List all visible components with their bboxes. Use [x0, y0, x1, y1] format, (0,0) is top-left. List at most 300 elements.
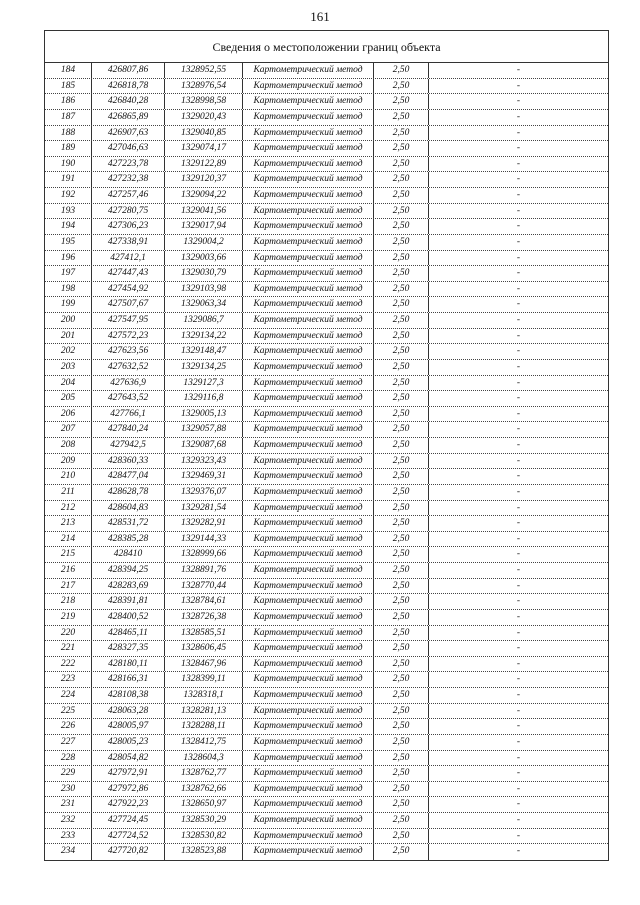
y-coordinate-cell: 1329148,47 — [165, 344, 243, 359]
point-number-cell: 224 — [45, 688, 92, 703]
note-cell: - — [516, 643, 521, 654]
table-row — [45, 63, 608, 79]
method-cell: Картометрический метод — [243, 438, 374, 453]
point-number-cell: 196 — [45, 251, 92, 266]
table-row — [45, 610, 608, 626]
table-row — [45, 579, 608, 595]
note-cell: - — [516, 268, 521, 279]
accuracy-cell: 2,50 — [374, 407, 429, 422]
method-cell: Картометрический метод — [243, 719, 374, 734]
x-coordinate-cell: 427046,63 — [92, 141, 165, 156]
method-cell: Картометрический метод — [243, 266, 374, 281]
x-coordinate-cell: 428604,83 — [92, 501, 165, 516]
note-cell: - — [516, 533, 521, 544]
method-cell: Картометрический метод — [243, 532, 374, 547]
table-row — [45, 485, 608, 501]
accuracy-cell: 2,50 — [374, 454, 429, 469]
note-cell: - — [516, 705, 521, 716]
x-coordinate-cell: 427972,91 — [92, 766, 165, 781]
y-coordinate-cell: 1328523,88 — [165, 844, 243, 860]
method-cell: Картометрический метод — [243, 235, 374, 250]
boundary-coordinates-table — [44, 30, 609, 861]
note-cell: - — [516, 80, 521, 91]
table-row — [45, 282, 608, 298]
method-cell: Картометрический метод — [243, 735, 374, 750]
y-coordinate-cell: 1329116,8 — [165, 391, 243, 406]
x-coordinate-cell: 428108,38 — [92, 688, 165, 703]
y-coordinate-cell: 1328952,55 — [165, 63, 243, 78]
y-coordinate-cell: 1329469,31 — [165, 469, 243, 484]
note-cell: - — [516, 424, 521, 435]
method-cell: Картометрический метод — [243, 610, 374, 625]
method-cell: Картометрический метод — [243, 594, 374, 609]
note-cell: - — [516, 471, 521, 482]
point-number-cell: 227 — [45, 735, 92, 750]
table-row — [45, 438, 608, 454]
x-coordinate-cell: 427412,1 — [92, 251, 165, 266]
point-number-cell: 185 — [45, 79, 92, 94]
y-coordinate-cell: 1328585,51 — [165, 626, 243, 641]
point-number-cell: 221 — [45, 641, 92, 656]
method-cell: Картометрический метод — [243, 501, 374, 516]
table-row — [45, 235, 608, 251]
accuracy-cell: 2,50 — [374, 719, 429, 734]
note-cell: - — [516, 393, 521, 404]
point-number-cell: 218 — [45, 594, 92, 609]
table-row — [45, 313, 608, 329]
x-coordinate-cell: 426907,63 — [92, 126, 165, 141]
point-number-cell: 219 — [45, 610, 92, 625]
point-number-cell: 215 — [45, 547, 92, 562]
accuracy-cell: 2,50 — [374, 172, 429, 187]
point-number-cell: 184 — [45, 63, 92, 78]
table-row — [45, 516, 608, 532]
y-coordinate-cell: 1329144,33 — [165, 532, 243, 547]
method-cell: Картометрический метод — [243, 391, 374, 406]
method-cell: Картометрический метод — [243, 469, 374, 484]
y-coordinate-cell: 1329003,66 — [165, 251, 243, 266]
x-coordinate-cell: 428054,82 — [92, 751, 165, 766]
accuracy-cell: 2,50 — [374, 329, 429, 344]
method-cell: Картометрический метод — [243, 141, 374, 156]
x-coordinate-cell: 427623,56 — [92, 344, 165, 359]
point-number-cell: 230 — [45, 782, 92, 797]
y-coordinate-cell: 1328530,82 — [165, 829, 243, 844]
x-coordinate-cell: 427306,23 — [92, 219, 165, 234]
x-coordinate-cell: 428628,78 — [92, 485, 165, 500]
accuracy-cell: 2,50 — [374, 657, 429, 672]
x-coordinate-cell: 427572,23 — [92, 329, 165, 344]
y-coordinate-cell: 1329282,91 — [165, 516, 243, 531]
y-coordinate-cell: 1329120,37 — [165, 172, 243, 187]
note-cell: - — [516, 627, 521, 638]
method-cell: Картометрический метод — [243, 313, 374, 328]
y-coordinate-cell: 1328726,38 — [165, 610, 243, 625]
y-coordinate-cell: 1329094,22 — [165, 188, 243, 203]
note-cell: - — [516, 190, 521, 200]
table-row — [45, 704, 608, 720]
table-row — [45, 813, 608, 829]
table-row — [45, 126, 608, 142]
x-coordinate-cell: 428180,11 — [92, 657, 165, 672]
y-coordinate-cell: 1328318,1 — [165, 688, 243, 703]
y-coordinate-cell: 1329020,43 — [165, 110, 243, 125]
method-cell: Картометрический метод — [243, 782, 374, 797]
x-coordinate-cell: 428391,81 — [92, 594, 165, 609]
note-cell: - — [516, 549, 521, 560]
method-cell: Картометрический метод — [243, 407, 374, 422]
note-cell: - — [516, 658, 521, 669]
point-number-cell: 213 — [45, 516, 92, 531]
accuracy-cell: 2,50 — [374, 829, 429, 844]
table-row — [45, 469, 608, 485]
y-coordinate-cell: 1328762,77 — [165, 766, 243, 781]
accuracy-cell: 2,50 — [374, 688, 429, 703]
note-cell: - — [516, 330, 521, 341]
y-coordinate-cell: 1328530,29 — [165, 813, 243, 828]
table-row — [45, 204, 608, 220]
accuracy-cell: 2,50 — [374, 547, 429, 562]
point-number-cell: 228 — [45, 751, 92, 766]
point-number-cell: 210 — [45, 469, 92, 484]
point-number-cell: 188 — [45, 126, 92, 141]
note-cell: - — [516, 346, 521, 357]
point-number-cell: 231 — [45, 797, 92, 812]
accuracy-cell: 2,50 — [374, 813, 429, 828]
y-coordinate-cell: 1329087,68 — [165, 438, 243, 453]
accuracy-cell: 2,50 — [374, 94, 429, 109]
method-cell: Картометрический метод — [243, 79, 374, 94]
note-cell: - — [516, 830, 521, 841]
point-number-cell: 186 — [45, 94, 92, 109]
point-number-cell: 217 — [45, 579, 92, 594]
table-row — [45, 501, 608, 517]
x-coordinate-cell: 428410 — [92, 547, 165, 562]
x-coordinate-cell: 427454,92 — [92, 282, 165, 297]
method-cell: Картометрический метод — [243, 204, 374, 219]
method-cell: Картометрический метод — [243, 797, 374, 812]
y-coordinate-cell: 1328281,13 — [165, 704, 243, 719]
y-coordinate-cell: 1329134,25 — [165, 360, 243, 375]
x-coordinate-cell: 428283,69 — [92, 579, 165, 594]
accuracy-cell: 2,50 — [374, 438, 429, 453]
method-cell: Картометрический метод — [243, 172, 374, 187]
point-number-cell: 212 — [45, 501, 92, 516]
note-cell: - — [516, 440, 521, 450]
point-number-cell: 205 — [45, 391, 92, 406]
table-row — [45, 266, 608, 282]
y-coordinate-cell: 1328998,58 — [165, 94, 243, 109]
method-cell: Картометрический метод — [243, 579, 374, 594]
accuracy-cell: 2,50 — [374, 376, 429, 391]
x-coordinate-cell: 426818,78 — [92, 79, 165, 94]
note-cell: - — [516, 65, 521, 75]
y-coordinate-cell: 1328762,66 — [165, 782, 243, 797]
table-row — [45, 94, 608, 110]
note-cell: - — [516, 752, 521, 763]
point-number-cell: 206 — [45, 407, 92, 422]
method-cell: Картометрический метод — [243, 563, 374, 578]
note-cell: - — [516, 111, 521, 122]
method-cell: Картометрический метод — [243, 219, 374, 234]
table-row — [45, 172, 608, 188]
method-cell: Картометрический метод — [243, 344, 374, 359]
x-coordinate-cell: 427636,9 — [92, 376, 165, 391]
table-row — [45, 360, 608, 376]
x-coordinate-cell: 428400,52 — [92, 610, 165, 625]
note-cell: - — [516, 205, 521, 216]
note-cell: - — [516, 143, 521, 154]
x-coordinate-cell: 426840,28 — [92, 94, 165, 109]
note-cell: - — [516, 127, 521, 138]
x-coordinate-cell: 428385,28 — [92, 532, 165, 547]
table-row — [45, 641, 608, 657]
x-coordinate-cell: 427507,67 — [92, 297, 165, 312]
method-cell: Картометрический метод — [243, 766, 374, 781]
point-number-cell: 208 — [45, 438, 92, 453]
accuracy-cell: 2,50 — [374, 532, 429, 547]
y-coordinate-cell: 1328399,11 — [165, 672, 243, 687]
accuracy-cell: 2,50 — [374, 141, 429, 156]
accuracy-cell: 2,50 — [374, 79, 429, 94]
table-row — [45, 688, 608, 704]
method-cell: Картометрический метод — [243, 297, 374, 312]
method-cell: Картометрический метод — [243, 547, 374, 562]
table-row — [45, 79, 608, 95]
table-row — [45, 672, 608, 688]
y-coordinate-cell: 1329030,79 — [165, 266, 243, 281]
point-number-cell: 191 — [45, 172, 92, 187]
method-cell: Картометрический метод — [243, 251, 374, 266]
point-number-cell: 200 — [45, 313, 92, 328]
y-coordinate-cell: 1328412,75 — [165, 735, 243, 750]
accuracy-cell: 2,50 — [374, 797, 429, 812]
method-cell: Картометрический метод — [243, 657, 374, 672]
table-row — [45, 344, 608, 360]
accuracy-cell: 2,50 — [374, 63, 429, 78]
accuracy-cell: 2,50 — [374, 485, 429, 500]
method-cell: Картометрический метод — [243, 829, 374, 844]
note-cell: - — [516, 580, 521, 591]
accuracy-cell: 2,50 — [374, 594, 429, 609]
point-number-cell: 234 — [45, 844, 92, 860]
x-coordinate-cell: 427922,23 — [92, 797, 165, 812]
x-coordinate-cell: 428063,28 — [92, 704, 165, 719]
point-number-cell: 189 — [45, 141, 92, 156]
table-row — [45, 188, 608, 204]
method-cell: Картометрический метод — [243, 94, 374, 109]
accuracy-cell: 2,50 — [374, 844, 429, 860]
x-coordinate-cell: 427223,78 — [92, 157, 165, 172]
table-row — [45, 594, 608, 610]
method-cell: Картометрический метод — [243, 188, 374, 203]
table-row — [45, 829, 608, 845]
method-cell: Картометрический метод — [243, 485, 374, 500]
accuracy-cell: 2,50 — [374, 313, 429, 328]
method-cell: Картометрический метод — [243, 126, 374, 141]
accuracy-cell: 2,50 — [374, 266, 429, 281]
x-coordinate-cell: 426865,89 — [92, 110, 165, 125]
table-row — [45, 141, 608, 157]
table-heading: Сведения о местоположении границ объекта — [45, 31, 608, 63]
y-coordinate-cell: 1329017,94 — [165, 219, 243, 234]
method-cell: Картометрический метод — [243, 688, 374, 703]
point-number-cell: 203 — [45, 360, 92, 375]
note-cell: - — [516, 799, 521, 810]
method-cell: Картометрический метод — [243, 813, 374, 828]
point-number-cell: 220 — [45, 626, 92, 641]
point-number-cell: 233 — [45, 829, 92, 844]
x-coordinate-cell: 427632,52 — [92, 360, 165, 375]
note-cell: - — [516, 736, 521, 747]
note-cell: - — [516, 252, 521, 263]
x-coordinate-cell: 427280,75 — [92, 204, 165, 219]
accuracy-cell: 2,50 — [374, 766, 429, 781]
y-coordinate-cell: 1329063,34 — [165, 297, 243, 312]
table-row — [45, 797, 608, 813]
y-coordinate-cell: 1329057,88 — [165, 422, 243, 437]
x-coordinate-cell: 428465,11 — [92, 626, 165, 641]
accuracy-cell: 2,50 — [374, 672, 429, 687]
note-cell: - — [516, 611, 521, 622]
x-coordinate-cell: 427643,52 — [92, 391, 165, 406]
point-number-cell: 209 — [45, 454, 92, 469]
method-cell: Картометрический метод — [243, 422, 374, 437]
point-number-cell: 194 — [45, 219, 92, 234]
point-number-cell: 222 — [45, 657, 92, 672]
y-coordinate-cell: 1329281,54 — [165, 501, 243, 516]
x-coordinate-cell: 428005,23 — [92, 735, 165, 750]
page-number: 161 — [310, 9, 330, 24]
method-cell: Картометрический метод — [243, 626, 374, 641]
accuracy-cell: 2,50 — [374, 579, 429, 594]
x-coordinate-cell: 428327,35 — [92, 641, 165, 656]
note-cell: - — [516, 221, 521, 232]
note-cell: - — [516, 565, 521, 575]
y-coordinate-cell: 1328604,3 — [165, 751, 243, 766]
x-coordinate-cell: 428005,97 — [92, 719, 165, 734]
y-coordinate-cell: 1329041,56 — [165, 204, 243, 219]
table-row — [45, 329, 608, 345]
note-cell: - — [516, 158, 521, 169]
table-row — [45, 407, 608, 423]
table-row — [45, 657, 608, 673]
method-cell: Картометрический метод — [243, 751, 374, 766]
y-coordinate-cell: 1328650,97 — [165, 797, 243, 812]
point-number-cell: 193 — [45, 204, 92, 219]
y-coordinate-cell: 1329134,22 — [165, 329, 243, 344]
accuracy-cell: 2,50 — [374, 251, 429, 266]
table-row — [45, 751, 608, 767]
note-cell: - — [516, 596, 521, 607]
note-cell: - — [516, 299, 521, 310]
accuracy-cell: 2,50 — [374, 422, 429, 437]
accuracy-cell: 2,50 — [374, 610, 429, 625]
point-number-cell: 199 — [45, 297, 92, 312]
method-cell: Картометрический метод — [243, 641, 374, 656]
method-cell: Картометрический метод — [243, 110, 374, 125]
table-row — [45, 219, 608, 235]
accuracy-cell: 2,50 — [374, 360, 429, 375]
x-coordinate-cell: 427338,91 — [92, 235, 165, 250]
accuracy-cell: 2,50 — [374, 157, 429, 172]
accuracy-cell: 2,50 — [374, 563, 429, 578]
note-cell: - — [516, 236, 521, 247]
y-coordinate-cell: 1329005,13 — [165, 407, 243, 422]
table-row — [45, 626, 608, 642]
accuracy-cell: 2,50 — [374, 204, 429, 219]
accuracy-cell: 2,50 — [374, 219, 429, 234]
table-row — [45, 766, 608, 782]
x-coordinate-cell: 427720,82 — [92, 844, 165, 860]
table-row — [45, 251, 608, 267]
table-row — [45, 391, 608, 407]
note-cell: - — [516, 502, 521, 513]
point-number-cell: 225 — [45, 704, 92, 719]
point-number-cell: 223 — [45, 672, 92, 687]
note-cell: - — [516, 783, 521, 794]
x-coordinate-cell: 428394,25 — [92, 563, 165, 578]
accuracy-cell: 2,50 — [374, 188, 429, 203]
x-coordinate-cell: 426807,86 — [92, 63, 165, 78]
method-cell: Картометрический метод — [243, 63, 374, 78]
y-coordinate-cell: 1329086,7 — [165, 313, 243, 328]
y-coordinate-cell: 1328999,66 — [165, 547, 243, 562]
point-number-cell: 201 — [45, 329, 92, 344]
accuracy-cell: 2,50 — [374, 501, 429, 516]
table-row — [45, 735, 608, 751]
accuracy-cell: 2,50 — [374, 704, 429, 719]
accuracy-cell: 2,50 — [374, 516, 429, 531]
method-cell: Картометрический метод — [243, 329, 374, 344]
y-coordinate-cell: 1328467,96 — [165, 657, 243, 672]
table-row — [45, 157, 608, 173]
accuracy-cell: 2,50 — [374, 626, 429, 641]
x-coordinate-cell: 427232,38 — [92, 172, 165, 187]
point-number-cell: 195 — [45, 235, 92, 250]
y-coordinate-cell: 1328288,11 — [165, 719, 243, 734]
method-cell: Картометрический метод — [243, 376, 374, 391]
y-coordinate-cell: 1328770,44 — [165, 579, 243, 594]
point-number-cell: 198 — [45, 282, 92, 297]
table-row — [45, 454, 608, 470]
table-row — [45, 532, 608, 548]
method-cell: Картометрический метод — [243, 360, 374, 375]
y-coordinate-cell: 1329323,43 — [165, 454, 243, 469]
method-cell: Картометрический метод — [243, 516, 374, 531]
x-coordinate-cell: 427972,86 — [92, 782, 165, 797]
method-cell: Картометрический метод — [243, 672, 374, 687]
note-cell: - — [516, 174, 521, 185]
accuracy-cell: 2,50 — [374, 126, 429, 141]
point-number-cell: 204 — [45, 376, 92, 391]
accuracy-cell: 2,50 — [374, 235, 429, 250]
point-number-cell: 216 — [45, 563, 92, 578]
y-coordinate-cell: 1329376,07 — [165, 485, 243, 500]
table-row — [45, 547, 608, 563]
note-cell: - — [516, 721, 521, 732]
accuracy-cell: 2,50 — [374, 344, 429, 359]
note-cell: - — [516, 96, 521, 107]
point-number-cell: 197 — [45, 266, 92, 281]
accuracy-cell: 2,50 — [374, 751, 429, 766]
note-cell: - — [516, 408, 521, 419]
x-coordinate-cell: 428531,72 — [92, 516, 165, 531]
note-cell: - — [516, 361, 521, 372]
table-row — [45, 297, 608, 313]
method-cell: Картометрический метод — [243, 282, 374, 297]
point-number-cell: 192 — [45, 188, 92, 203]
